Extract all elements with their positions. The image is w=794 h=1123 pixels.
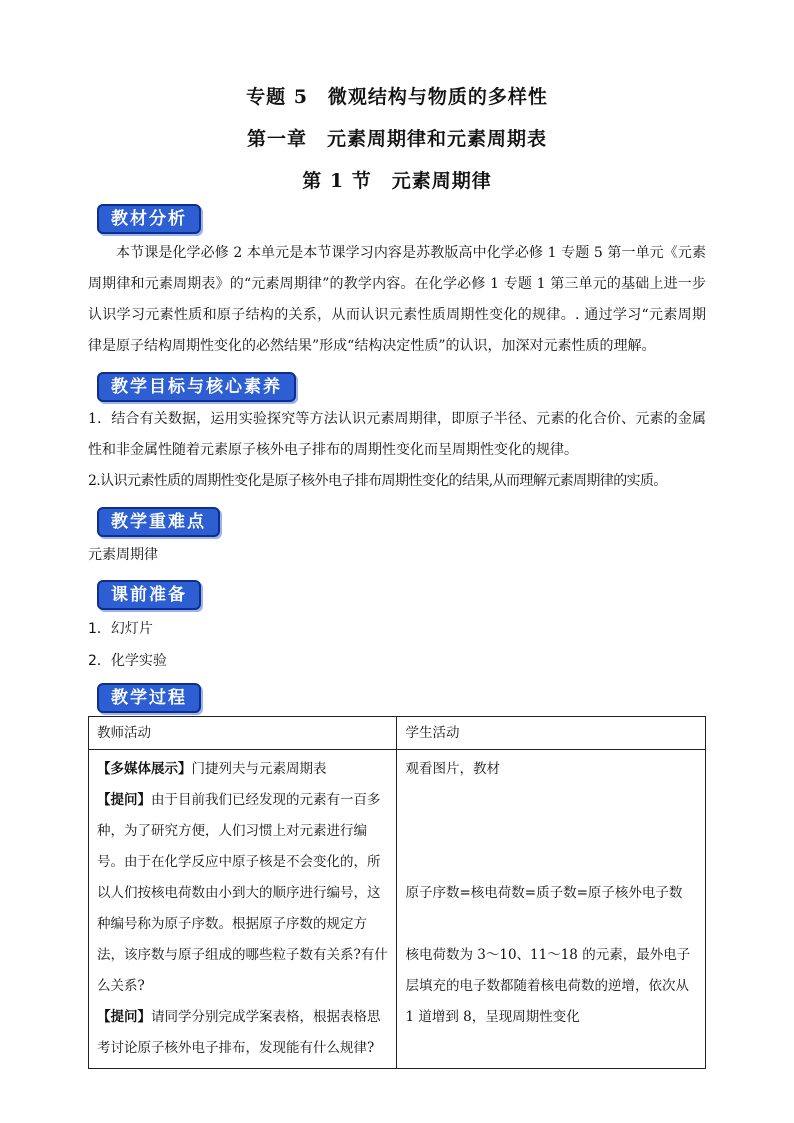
question-tag-1: 【提问】 xyxy=(97,792,151,808)
key-points-text: 元素周期律 xyxy=(88,547,158,563)
badge-analysis: 教材分析 xyxy=(97,204,201,234)
badge-key-points: 教学重难点 xyxy=(97,507,220,537)
column-header-teacher: 教师活动 xyxy=(89,717,397,750)
question-entry-1 xyxy=(97,785,388,1002)
media-display-entry xyxy=(97,754,388,785)
question-tag-2: 【提问】 xyxy=(97,1009,151,1025)
section-title: 第 1 节 元素周期律 xyxy=(302,170,492,192)
analysis-text: 本节课是化学必修 2 本单元是本节课学习内容是苏教版高中化学必修 1 专题 5 第一单元《元素周期律和元素周期表》的“元素周期律”的教学内容。在化学必修 1 专题 1 第三单元的基础上进一步认识学习元素性质和原子结构的关系，从而认识元素性质周期性变化的规律。. 通过学习“元素周期律是原子结构周期性变化的必然结果”形成“结构决定性质”的认识，加深对元素性质的理解。 xyxy=(88,245,706,354)
badge-process: 教学过程 xyxy=(97,683,201,713)
prep-item-2: 2．化学实验 xyxy=(88,653,167,669)
question-text-2: 请同学分别完成学案表格，根据表格思考讨论原子核外电子排布，发现能有什么规律? xyxy=(97,1009,381,1056)
column-header-student: 学生活动 xyxy=(397,717,706,750)
chapter-title: 第一章 元素周期律和元素周期表 xyxy=(246,128,547,150)
goal-item-2: 2.认识元素性质的周期性变化是原子核外电子排布周期性变化的结果,从而理解元素周期律的实质。 xyxy=(88,473,667,489)
goal-item-1: 1．结合有关数据，运用实验探究等方法认识元素周期律，即原子半径、元素的化合价、元素的金属性和非金属性随着元素原子核外电子排布的周期性变化而呈周期性变化的规律。 xyxy=(88,411,706,458)
topic-title: 专题 5 微观结构与物质的多样性 xyxy=(246,86,548,108)
table-header-row xyxy=(89,717,706,750)
table-row xyxy=(89,750,706,1069)
prep-item-1: 1．幻灯片 xyxy=(88,621,153,637)
badge-goals: 教学目标与核心素养 xyxy=(97,372,296,402)
question-entry-2 xyxy=(97,1002,388,1064)
teacher-activity-cell xyxy=(89,750,397,1069)
badge-preparation: 课前准备 xyxy=(97,580,201,610)
student-activity-cell xyxy=(397,750,706,1069)
student-answer-1: 观看图片，教材 xyxy=(405,761,500,777)
student-answer-2: 原子序数=核电荷数=质子数=原子核外电子数 xyxy=(405,885,683,901)
student-answer-3: 核电荷数为 3～10、11～18 的元素，最外电子层填充的电子数都随着核电荷数的逆增，依次从 1 道增到 8，呈现周期性变化 xyxy=(405,947,691,1025)
process-table xyxy=(88,716,706,1069)
question-text-1: 由于目前我们已经发现的元素有一百多种，为了研究方便，人们习惯上对元素进行编号。由于在化学反应中原子核是不会变化的，所以人们按核电荷数由小到大的顺序进行编号，这种编号称为原子序数。根据原子序数的规定方法，该序数与原子组成的哪些粒子数有关系?有什么关系? xyxy=(97,792,388,994)
media-tag: 【多媒体展示】 xyxy=(97,761,192,777)
media-text: 门捷列夫与元素周期表 xyxy=(191,761,327,777)
